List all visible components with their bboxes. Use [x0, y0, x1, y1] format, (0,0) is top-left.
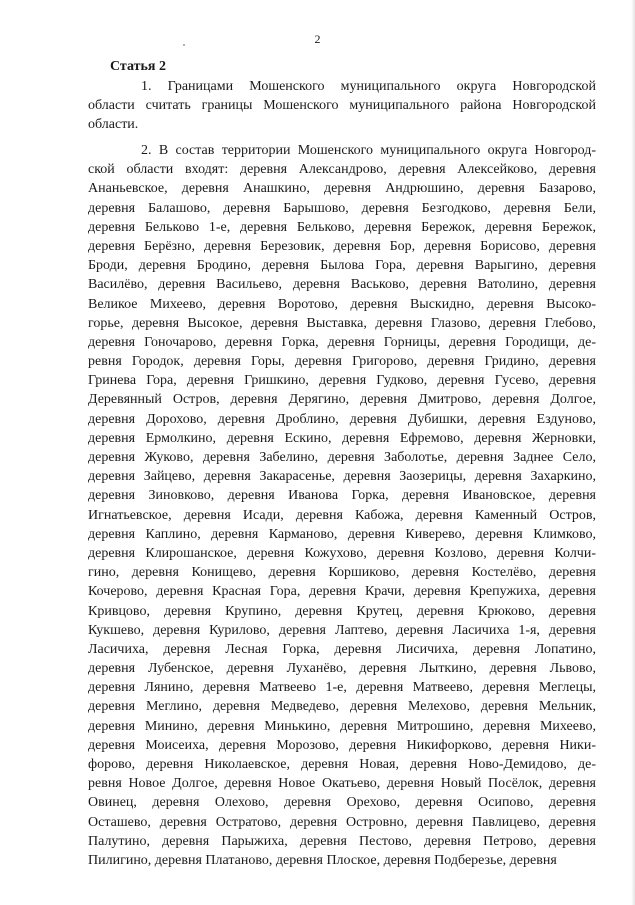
text-line: деревня Гоночарово, деревня Горка, деревня Горницы, деревня Городищи, де- — [88, 334, 596, 350]
text-line: деревня Лянино, деревня Матвеево 1-е, деревня Матвеево, деревня Меглецы, — [88, 680, 596, 696]
text-line: Ананьевское, деревня Анашкино, деревня Андрюшино, деревня Базарово, — [88, 181, 596, 197]
text-line: деревня Моисеиха, деревня Морозово, деревня Никифорково, деревня Ники- — [88, 737, 596, 753]
text-line: области считать границы Мошенского муниципального района Новгородской — [88, 98, 596, 114]
text-line: Кривцово, деревня Крупино, деревня Крутец, деревня Крюково, деревня — [88, 603, 596, 619]
text-line: Пилигино, деревня Платаново, деревня Плоское, деревня Подберезье, деревня — [88, 852, 557, 868]
text-line: области. — [88, 117, 139, 133]
text-line: Кукшево, деревня Курилово, деревня Лаптево, деревня Ласичиха 1-я, деревня — [88, 622, 596, 638]
text-line: деревня Клирошанское, деревня Кожухово, деревня Козлово, деревня Колчи- — [88, 545, 596, 561]
text-line: деревня Берёзно, деревня Березовик, деревня Бор, деревня Борисово, деревня — [88, 238, 596, 254]
text-line: деревня Дорохово, деревня Дроблино, деревня Дубишки, деревня Ездуново, — [88, 411, 596, 427]
paragraph-2 — [88, 141, 596, 870]
text-line: Василёво, деревня Васильево, деревня Васьково, деревня Ватолино, деревня — [88, 277, 596, 293]
text-line: Кочерово, деревня Красная Гора, деревня Крачи, деревня Крепужиха, деревня — [88, 584, 596, 600]
text-line: 2. В состав территории Мошенского муниципального округа Новгород- — [141, 143, 596, 158]
text-line: Деревянный Остров, деревня Дерягино, деревня Дмитрово, деревня Долгое, — [88, 392, 596, 408]
text-line: деревня Минино, деревня Минькино, деревня Митрошино, деревня Михеево, — [88, 718, 596, 734]
text-line: деревня Каплино, деревня Карманово, деревня Киверево, деревня Климково, — [88, 526, 596, 542]
text-line: деревня Зайцево, деревня Закарасенье, деревня Заозерицы, деревня Захаркино, — [88, 469, 596, 485]
article-heading: Статья 2 — [110, 59, 166, 74]
text-line: форово, деревня Николаевское, деревня Новая, деревня Ново-Демидово, де- — [88, 757, 596, 772]
text-line: деревня Жуково, деревня Забелино, деревня Заболотье, деревня Заднее Село, — [88, 450, 596, 465]
text-line: деревня Зиновково, деревня Иванова Горка, деревня Ивановское, деревня — [88, 488, 596, 504]
paragraph-1 — [88, 77, 596, 135]
text-line: ревня Новое Долгое, деревня Новое Окатьево, деревня Новый Посёлок, деревня — [88, 776, 596, 792]
text-line: деревня Меглино, деревня Медведево, деревня Мелехово, деревня Мельник, — [88, 699, 596, 715]
text-line: гино, деревня Конищево, деревня Коршиково, деревня Костелёво, деревня — [88, 565, 596, 581]
text-line: ревня Городок, деревня Горы, деревня Григорово, деревня Гридино, деревня — [88, 354, 596, 370]
text-line: Палутино, деревня Парыжиха, деревня Пестово, деревня Петрово, деревня — [88, 833, 596, 849]
text-line: Гринева Гора, деревня Гришкино, деревня Гудково, деревня Гусево, деревня — [88, 373, 596, 389]
page-number: 2 — [314, 32, 321, 46]
text-line: деревня Лубенское, деревня Луханёво, деревня Лыткино, деревня Львово, — [88, 661, 596, 677]
text-line: деревня Балашово, деревня Барышово, деревня Безгодково, деревня Бели, — [88, 200, 596, 216]
scan-edge-shadow — [631, 0, 635, 905]
text-line: горье, деревня Высокое, деревня Выставка, деревня Глазово, деревня Глебово, — [88, 315, 596, 331]
text-line: Броди, деревня Бродино, деревня Былова Гора, деревня Варыгино, деревня — [88, 258, 596, 274]
text-line: деревня Ермолкино, деревня Ескино, деревня Ефремово, деревня Жерновки, — [88, 430, 596, 446]
text-line: Осташево, деревня Остратово, деревня Островно, деревня Павлицево, деревня — [88, 814, 596, 830]
text-line: ской области входят: деревня Александрово, деревня Алексейково, деревня — [88, 162, 596, 178]
text-line: Игнатьевское, деревня Исади, деревня Кабожа, деревня Каменный Остров, — [88, 507, 596, 523]
text-line: Великое Михеево, деревня Воротово, деревня Выскидно, деревня Высоко- — [88, 296, 596, 312]
text-line: 1. Границами Мошенского муниципального округа Новгородской — [141, 79, 596, 94]
text-line: Овинец, деревня Олехово, деревня Орехово, деревня Осипово, деревня — [88, 795, 596, 811]
text-line: Ласичиха, деревня Лесная Горка, деревня Лисичиха, деревня Лопатино, — [88, 641, 596, 657]
text-line: деревня Бельково 1-е, деревня Бельково, деревня Бережок, деревня Бережок, — [88, 219, 596, 235]
scan-speck — [183, 44, 185, 46]
